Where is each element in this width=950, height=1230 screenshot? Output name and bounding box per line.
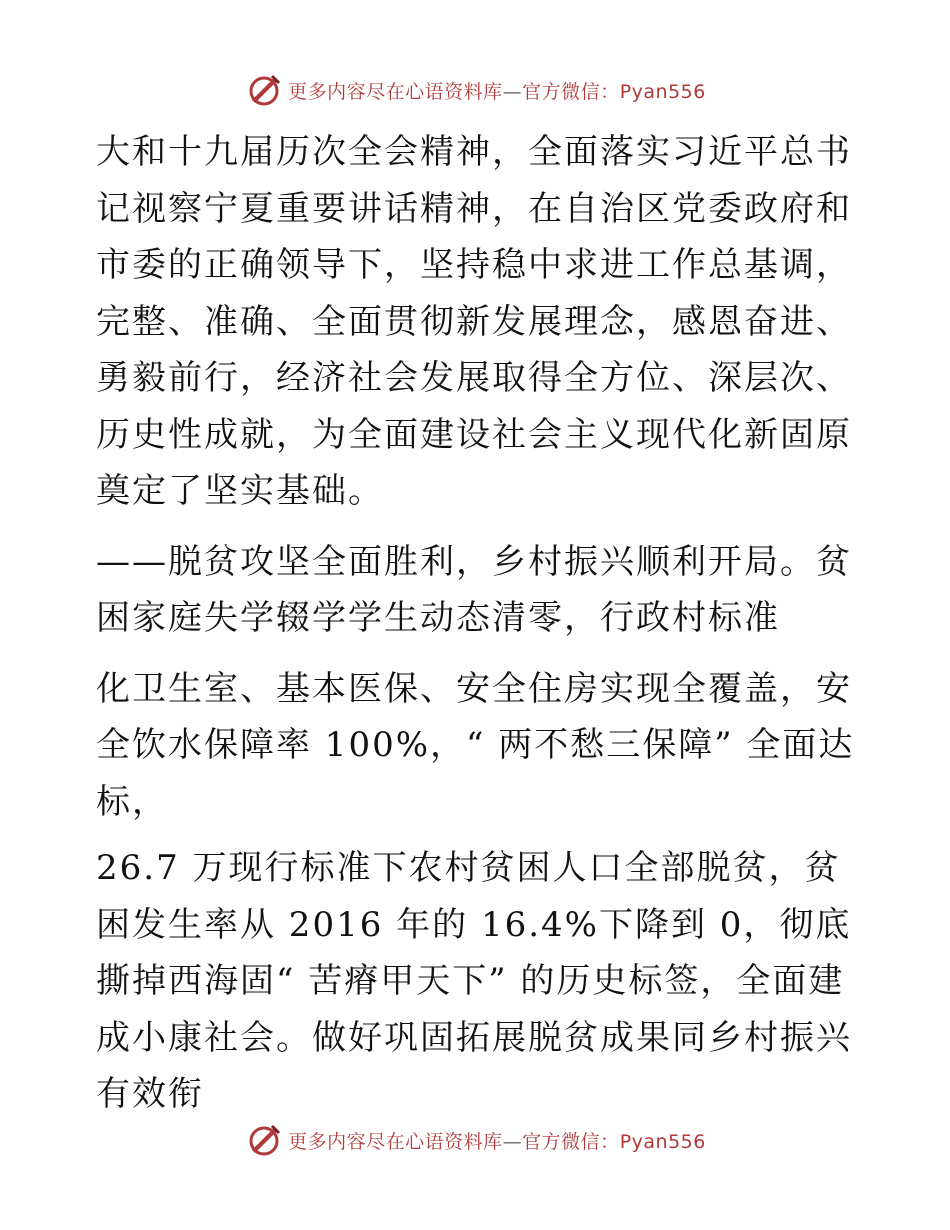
- watermark-brand: 更多内容尽在心语资料库: [288, 80, 503, 103]
- watermark-wechat-id: Pyan556: [619, 80, 706, 103]
- paragraph-1: 大和十九届历次全会精神，全面落实习近平总书记视察宁夏重要讲话精神，在自治区党委政府和市委的正确领导下，坚持稳中求进工作总基调，完整、准确、全面贯彻新发展理念，感恩奋进、勇毅前行，经济社会发展取得全方位、深层次、历史性成就，为全面建设社会主义现代化新固原奠定了坚实基础。: [96, 132, 852, 511]
- watermark-wechat-label: 官方微信：: [522, 1130, 620, 1153]
- watermark-text: [288, 1127, 706, 1154]
- paragraph-3: 化卫生室、基本医保、安全住房实现全覆盖，安全饮水保障率 100%，“ 两不愁三保障” 全面达标，: [96, 668, 855, 822]
- footer-watermark: [0, 1118, 950, 1162]
- pen-circle-logo-icon: [244, 1120, 284, 1160]
- paragraph-2: ——脱贫攻坚全面胜利，乡村振兴顺利开局。贫困家庭失学辍学学生动态清零，行政村标准: [96, 541, 852, 638]
- document-body: [96, 124, 866, 1123]
- pen-circle-logo-icon: [244, 70, 284, 110]
- watermark-brand: 更多内容尽在心语资料库: [288, 1130, 503, 1153]
- header-watermark: [0, 68, 950, 112]
- watermark-dash: —: [502, 1130, 523, 1153]
- paragraph-4: 26.7 万现行标准下农村贫困人口全部脱贫，贫困发生率从 2016 年的 16.4%下降到 0，彻底撕掉西海固“ 苦瘠甲天下” 的历史标签，全面建成小康社会。做好巩固拓展脱贫成果同乡村振兴有效衔: [96, 848, 852, 1114]
- watermark-dash: —: [502, 80, 523, 103]
- watermark-wechat-id: Pyan556: [619, 1130, 706, 1153]
- watermark-wechat-label: 官方微信：: [522, 80, 620, 103]
- watermark-text: [288, 77, 706, 104]
